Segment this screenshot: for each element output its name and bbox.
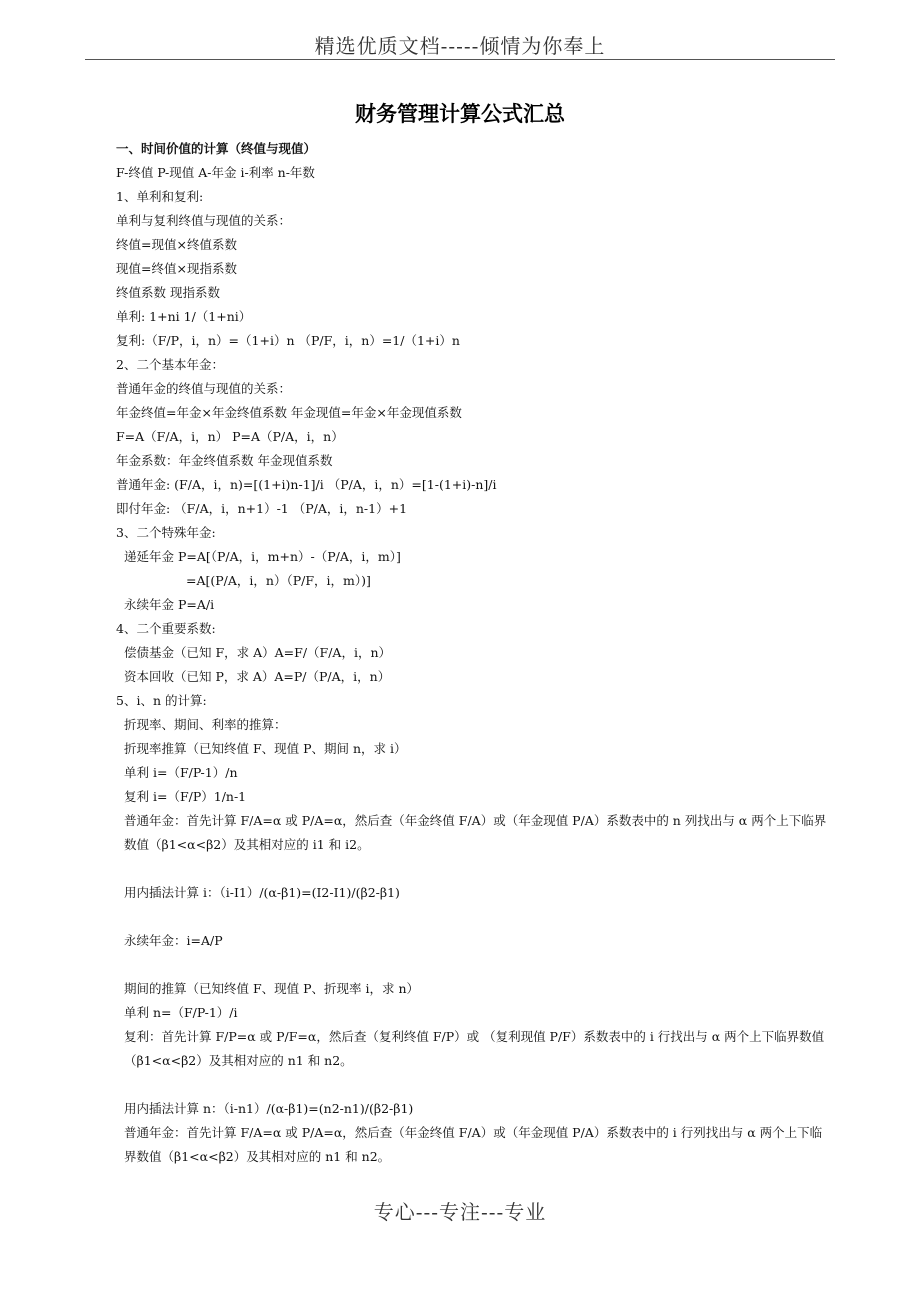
subsection-heading: 3、二个特殊年金: xyxy=(116,525,216,540)
formula-line: 永续年金 P=A/i xyxy=(124,597,215,612)
formula-line: 即付年金: （F/A，i，n+1）-1 （P/A，i，n-1）+1 xyxy=(116,501,408,516)
text-line: 折现率推算（已知终值 F、现值 P、期间 n，求 i） xyxy=(124,741,407,756)
formula-line: F=A（F/A，i，n） P=A（P/A，i，n） xyxy=(116,429,344,444)
blank-line xyxy=(116,1073,831,1097)
formula-line: 复利 i=（F/P）1/n-1 xyxy=(124,789,247,804)
formula-line: 终值=现值×终值系数 xyxy=(116,237,237,252)
subsection-heading: 5、i、n 的计算: xyxy=(116,693,207,708)
text-line: 普通年金的终值与现值的关系： xyxy=(116,381,292,396)
variable-legend: F-终值 P-现值 A-年金 i-利率 n-年数 xyxy=(116,165,315,180)
section-heading-time-value: 一、时间价值的计算（终值与现值） xyxy=(116,141,317,156)
blank-line xyxy=(116,953,831,977)
text-line: 单利与复利终值与现值的关系： xyxy=(116,213,292,228)
formula-line: 资本回收（已知 P，求 A）A=P/（P/A，i，n） xyxy=(124,669,391,684)
document-body xyxy=(116,137,831,1169)
formula-line: 用内插法计算 i：（i-I1）/(α-β1)=(I2-I1)/(β2-β1) xyxy=(124,885,400,900)
formula-line: 单利 i=（F/P-1）/n xyxy=(124,765,238,780)
paragraph: 复利：首先计算 F/P=α 或 P/F=α，然后查（复利终值 F/P）或 （复利现值 P/F）系数表中的 i 行找出与 α 两个上下临界数值（β1<α<β2）及其相对应的 n1 和 n2。 xyxy=(124,1029,825,1068)
formula-line: 单利 n=（F/P-1）/i xyxy=(124,1005,238,1020)
page-header: 精选优质文档-----倾情为你奉上 xyxy=(314,34,606,58)
subsection-heading: 4、二个重要系数: xyxy=(116,621,216,636)
text-line: 折现率、期间、利率的推算： xyxy=(124,717,287,732)
formula-line: 递延年金 P=A[（P/A，i，m+n）-（P/A，i，m）] xyxy=(124,549,401,564)
subsection-heading: 1、单利和复利: xyxy=(116,189,204,204)
formula-line: =A[(P/A，i，n）（P/F，i，m）)] xyxy=(186,573,371,588)
paragraph: 普通年金：首先计算 F/A=α 或 P/A=α，然后查（年金终值 F/A）或（年金现值 P/A）系数表中的 n 列找出与 α 两个上下临界数值（β1<α<β2）及其相对应的 i1 和 i2。 xyxy=(124,813,827,852)
document-title: 财务管理计算公式汇总 xyxy=(355,102,565,126)
formula-line: 永续年金：i=A/P xyxy=(124,933,223,948)
subsection-heading: 2、二个基本年金： xyxy=(116,357,224,372)
text-line: 期间的推算（已知终值 F、现值 P、折现率 i，求 n） xyxy=(124,981,420,996)
formula-line: 用内插法计算 n：（i-n1）/(α-β1)=(n2-n1)/(β2-β1) xyxy=(124,1101,414,1116)
text-line: 年金系数：年金终值系数 年金现值系数 xyxy=(116,453,333,468)
formula-line: 年金终值=年金×年金终值系数 年金现值=年金×年金现值系数 xyxy=(116,405,462,420)
blank-line xyxy=(116,905,831,929)
formula-line: 单利: 1+ni 1/（1+ni） xyxy=(116,309,252,324)
formula-line: 普通年金: (F/A，i，n)=[(1+i)n-1]/i （P/A，i，n）=[1-(1+i)-n]/i xyxy=(116,477,497,492)
formula-line: 复利:（F/P，i，n）=（1+i）n （P/F，i，n）=1/（1+i）n xyxy=(116,333,460,348)
page-footer: 专心---专注---专业 xyxy=(373,1200,547,1224)
blank-line xyxy=(116,857,831,881)
formula-line: 偿债基金（已知 F，求 A）A=F/（F/A，i，n） xyxy=(124,645,391,660)
formula-line: 现值=终值×现指系数 xyxy=(116,261,237,276)
text-line: 终值系数 现指系数 xyxy=(116,285,220,300)
header-divider xyxy=(85,59,835,60)
paragraph: 普通年金：首先计算 F/A=α 或 P/A=α，然后查（年金终值 F/A）或（年金现值 P/A）系数表中的 i 行列找出与 α 两个上下临界数值（β1<α<β2）及其相对应的 n1 和 n2。 xyxy=(124,1125,823,1164)
